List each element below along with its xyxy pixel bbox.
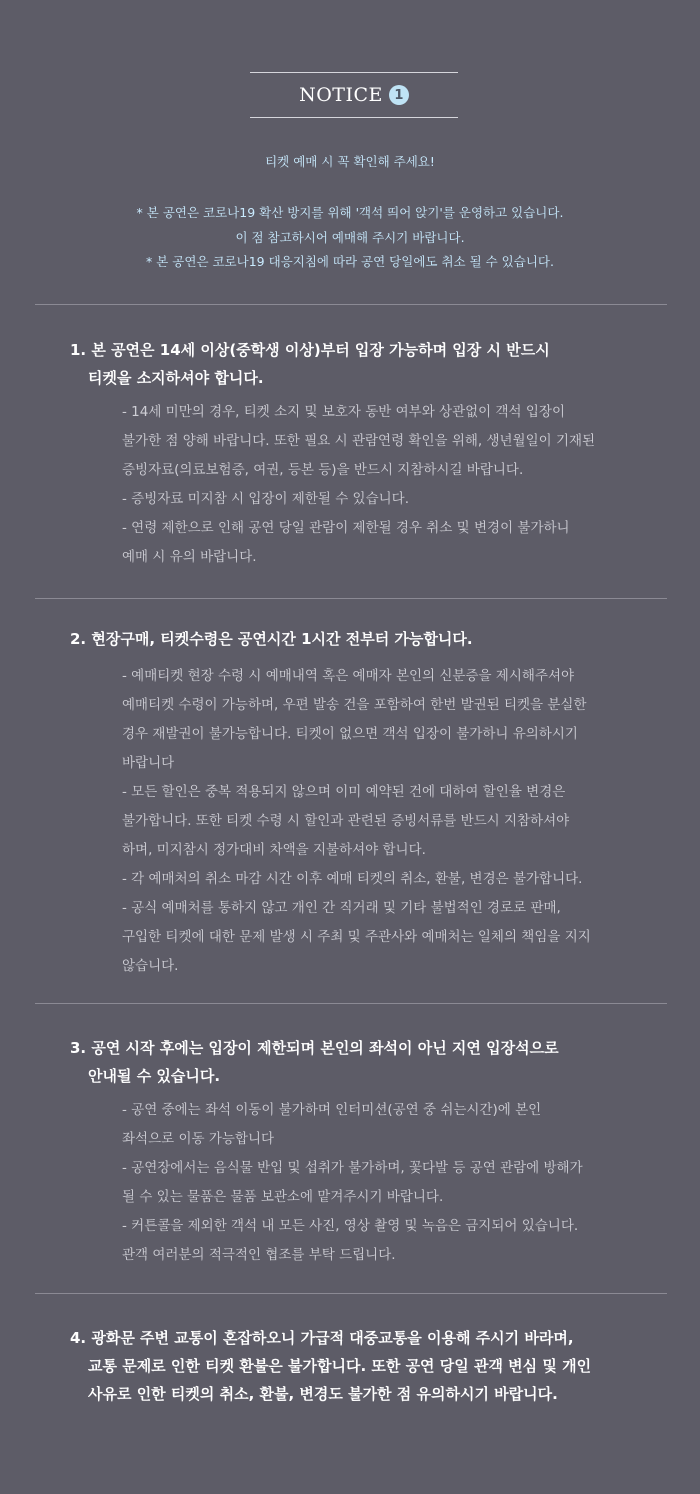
section-3-title-line-2: 안내될 수 있습니다. [88, 1067, 221, 1085]
section-4-title-line-1: 4. 광화문 주변 교통이 혼잡하오니 가급적 대중교통을 이용해 주시기 바라며, [70, 1329, 574, 1347]
section-3-line: 될 수 있는 물품은 물품 보관소에 맡겨주시기 바랍니다. [122, 1189, 444, 1205]
section-1-title [70, 336, 630, 392]
section-3-title-line-1: 3. 공연 시작 후에는 입장이 제한되며 본인의 좌석이 아닌 지연 입장석으로 [70, 1039, 559, 1057]
intro-line-1: 티켓 예매 시 꼭 확인해 주세요! [265, 154, 435, 169]
section-divider [35, 1003, 667, 1004]
section-1-line: 불가한 점 양해 바랍니다. 또한 필요 시 관람연령 확인을 위해, 생년월일이 기재된 [122, 433, 596, 449]
section-4-title [70, 1324, 630, 1408]
section-divider [35, 598, 667, 599]
section-1-line: - 연령 제한으로 인해 공연 당일 관람이 제한될 경우 취소 및 변경이 불가하니 [122, 520, 570, 536]
section-1-title-line-1: 1. 본 공연은 14세 이상(중학생 이상)부터 입장 가능하며 입장 시 반드시 [70, 341, 550, 359]
section-divider [35, 1293, 667, 1294]
section-1-line: 증빙자료(의료보험증, 여권, 등본 등)을 반드시 지참하시길 바랍니다. [122, 462, 524, 478]
section-1-line: - 14세 미만의 경우, 티켓 소지 및 보호자 동반 여부와 상관없이 객석 입장이 [122, 404, 565, 420]
intro-line-3: 이 점 참고하시어 예매해 주시기 바랍니다. [235, 230, 465, 245]
section-2-line: 예매티켓 수령이 가능하며, 우편 발송 건을 포함하여 한번 발권된 티켓을 분실한 [122, 697, 587, 713]
section-4-title-line-2: 교통 문제로 인한 티켓 환불은 불가합니다. 또한 공연 당일 관객 변심 및 개인 [88, 1357, 592, 1375]
notice-number-badge: 1 [389, 85, 409, 105]
section-2-body [122, 662, 652, 981]
section-2-line: - 공식 예매처를 통하지 않고 개인 간 직거래 및 기타 불법적인 경로로 판매, [122, 900, 561, 916]
section-3-line: - 공연장에서는 음식물 반입 및 섭취가 불가하며, 꽃다발 등 공연 관람에 방해가 [122, 1160, 583, 1176]
section-2-line: 하며, 미지참시 정가대비 차액을 지불하셔야 합니다. [122, 842, 426, 858]
notice-header [250, 72, 458, 118]
section-2-line: - 모든 할인은 중복 적용되지 않으며 이미 예약된 건에 대하여 할인율 변경은 [122, 784, 566, 800]
section-1-body [122, 398, 652, 572]
section-4-title-line-3: 사유로 인한 티켓의 취소, 환불, 변경도 불가한 점 유의하시기 바랍니다. [88, 1385, 558, 1403]
section-3-line: 좌석으로 이동 가능합니다 [122, 1131, 275, 1147]
section-2-line: 경우 재발권이 불가능합니다. 티켓이 없으면 객석 입장이 불가하니 유의하시기 [122, 726, 578, 742]
section-3-body [122, 1096, 652, 1270]
section-3-line: 관객 여러분의 적극적인 협조를 부탁 드립니다. [122, 1247, 396, 1263]
section-3-line: - 커튼콜을 제외한 객석 내 모든 사진, 영상 촬영 및 녹음은 금지되어 있습니다. [122, 1218, 579, 1234]
section-2-line: 않습니다. [122, 958, 179, 974]
section-1-title-line-2: 티켓을 소지하셔야 합니다. [88, 369, 264, 387]
section-3-title [70, 1034, 630, 1090]
section-2-line: 불가합니다. 또한 티켓 수령 시 할인과 관련된 증빙서류를 반드시 지참하셔야 [122, 813, 570, 829]
section-2-line: 바랍니다 [122, 755, 175, 771]
notice-title: NOTICE [299, 84, 383, 106]
section-3-line: - 공연 중에는 좌석 이동이 불가하며 인터미션(공연 중 쉬는시간)에 본인 [122, 1102, 542, 1118]
section-2-line: - 각 예매처의 취소 마감 시간 이후 예매 티켓의 취소, 환불, 변경은 불가합니다. [122, 871, 583, 887]
section-2-line: 구입한 티켓에 대한 문제 발생 시 주최 및 주관사와 예매처는 일체의 책임을 지지 [122, 929, 591, 945]
section-1-line: 예매 시 유의 바랍니다. [122, 549, 257, 565]
section-2-title-line-1: 2. 현장구매, 티켓수령은 공연시간 1시간 전부터 가능합니다. [70, 630, 473, 648]
intro-line-4: * 본 공연은 코로나19 대응지침에 따라 공연 당일에도 취소 될 수 있습니다. [146, 254, 554, 269]
section-2-line: - 예매티켓 현장 수령 시 예매내역 혹은 예매자 본인의 신분증을 제시해주셔야 [122, 668, 575, 684]
section-2-title [70, 625, 630, 653]
section-divider [35, 304, 667, 305]
section-1-line: - 증빙자료 미지참 시 입장이 제한될 수 있습니다. [122, 491, 409, 507]
intro-line-2: * 본 공연은 코로나19 확산 방지를 위해 '객석 띄어 앉기'를 운영하고 있습니다. [136, 205, 564, 220]
